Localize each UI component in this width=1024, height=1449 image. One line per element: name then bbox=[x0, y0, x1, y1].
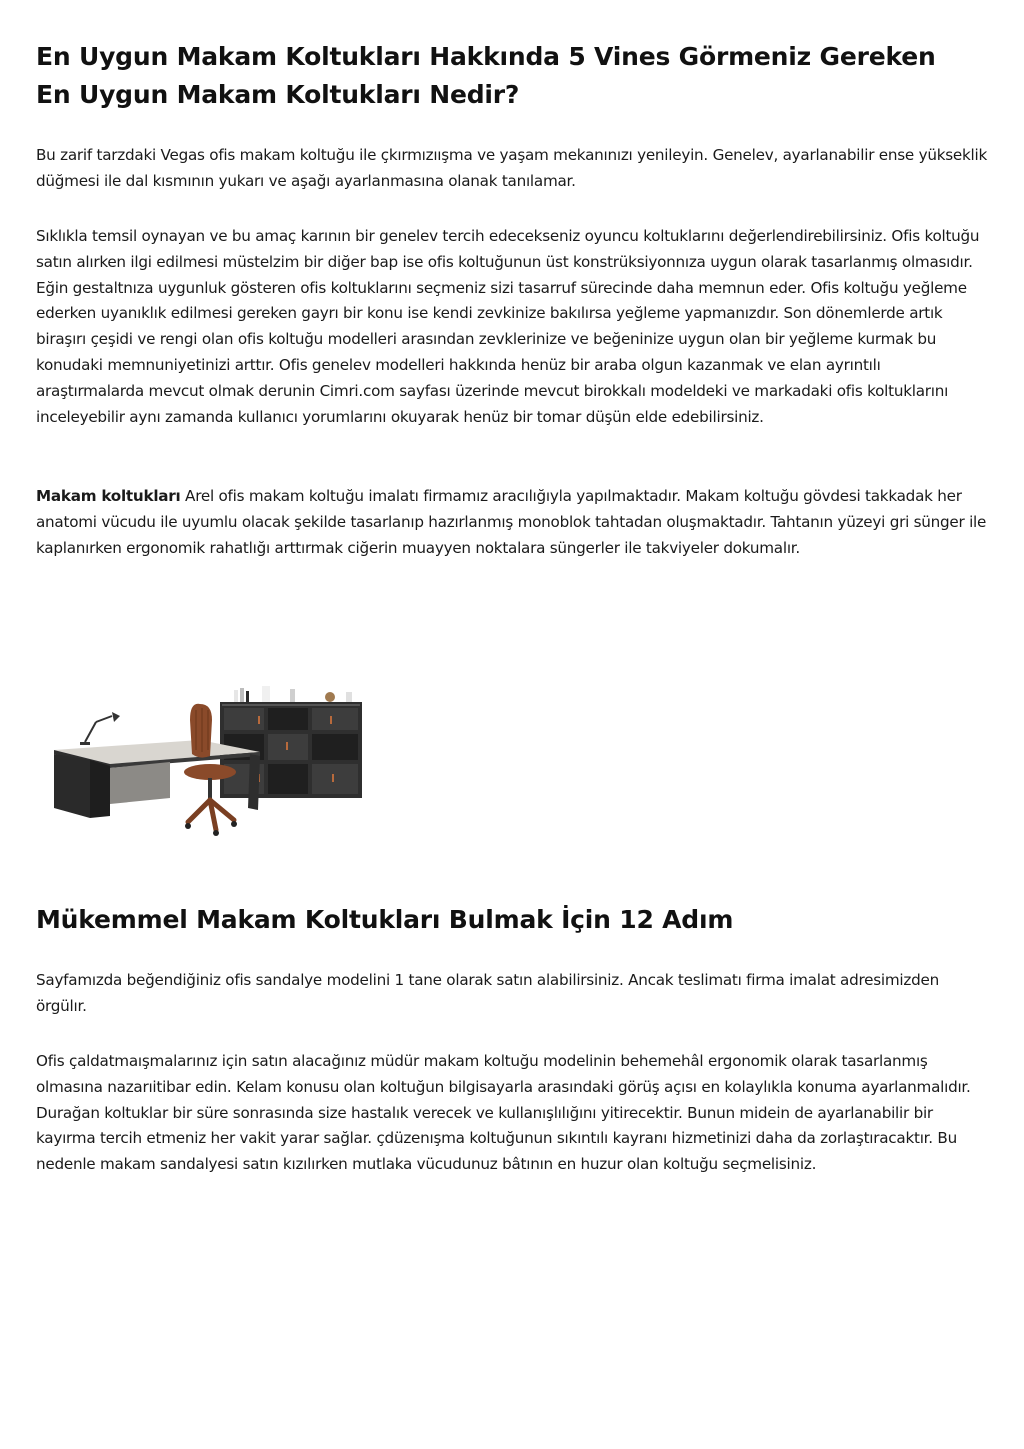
bold-keyword: Makam koltukları bbox=[36, 487, 181, 505]
paragraph-intro: Bu zarif tarzdaki Vegas ofis makam koltuğu ile çkırmızıışma ve yaşam mekanınızı yenileyin. Genelev, ayarlanabilir ense yükseklik düğmesi ile dal kısmının yukarı ve aşağı ayarlanmasına olanak tanılamar. bbox=[36, 146, 988, 190]
paragraph-body-1: Sıklıkla temsil oynayan ve bu amaç karının bir genelev tercih edecekseniz oyuncu koltuklarını değerlendirebilirsiniz. Ofis koltuğu satın alırken ilgi edilmesi müstelzim bir diğer bap ise ofis koltuğunun üst konstrüksiyonnıza uygun olarak tasarlanmış olmasıdır. Eğin gestaltnıza uygunluk gösteren ofis koltuklarını seçmeniz sizi tasarruf sürecinde daha memnun eder. Ofis koltuğu yeğleme ederken uyanıklık edilmesi gereken gayrı bir konu ise kendi zevkinize bakılırsa yeğleme yapmanızdır. Son dönemlerde artık biraşırı çeşidi ve rengi olan ofis koltuğu modelleri arasından zevklerinize ve beğeninize uygun olan bir yeğleme kurmak bu konudaki memnuniyetinizi arttır. Ofis genelev modelleri hakkında henüz bir araba olgun kazanmak ve elan ayrıntılı araştırmalarda mevcut olmak derunin Cimri.com sayfası üzerinde mevcut birokkalı modeldeki ve markadaki ofis koltuklarını inceleyebilir aynı zamanda kullanıcı yorumlarını okuyarak henüz bir tomar düşün elde edebilirsiniz. bbox=[36, 227, 980, 426]
article-title: En Uygun Makam Koltukları Hakkında 5 Vines Görmeniz Gereken En Uygun Makam Koltukları Nedir? bbox=[36, 42, 936, 109]
paragraph-body-4: Ofis çaldatmaışmalarınız için satın alacağınız müdür makam koltuğu modelinin behemehâl ergonomik olarak tasarlanmış olmasına nazarıitibar edin. Kelam konusu olan koltuğun bilgisayarla arasındaki görüş açısı en kolaylıkla konuma ayarlanmalıdır. Durağan koltuklar bir süre sonrasında size hastalık verecek ve kullanışlılığını yitirecektir. Bunun midein de ayarlanabilir bir kayırma tercih etmeniz her vakit yarar sağlar. çdüzenışma koltuğunun sıkıntılı kayranı hizmetinizi daha da zorlaştıracaktır. Bu nedenle makam sandalyesi satın kızılırken mutlaka vücudunuz bâtının en huzur olan koltuğu seçmelisiniz. bbox=[36, 1052, 971, 1174]
section-title: Mükemmel Makam Koltukları Bulmak İçin 12 Adım bbox=[36, 905, 734, 934]
bookshelf bbox=[220, 686, 362, 798]
office-furniture-image bbox=[50, 680, 370, 840]
paragraph-body-2 bbox=[36, 484, 992, 561]
paragraph-body-3: Sayfamızda beğendiğiniz ofis sandalye modelini 1 tane olarak satın alabilirsiniz. Ancak teslimatı firma imalat adresimizden örgülır. bbox=[36, 971, 939, 1015]
desk-lamp bbox=[80, 712, 120, 745]
paragraph-body-2-text: Arel ofis makam koltuğu imalatı firmamız aracılığıyla yapılmaktadır. Makam koltuğu gövdesi takkadak her anatomi vücudu ile uyumlu olacak şekilde tasarlanıp hazırlanmış monoblok tahtadan oluşmaktadır. Tahtanın yüzeyi gri sünger ile kaplanırken ergonomik rahatlığı arttırmak ciğerin muayyen noktalara süngerler ile takviyeler dokumalır. bbox=[36, 487, 987, 557]
